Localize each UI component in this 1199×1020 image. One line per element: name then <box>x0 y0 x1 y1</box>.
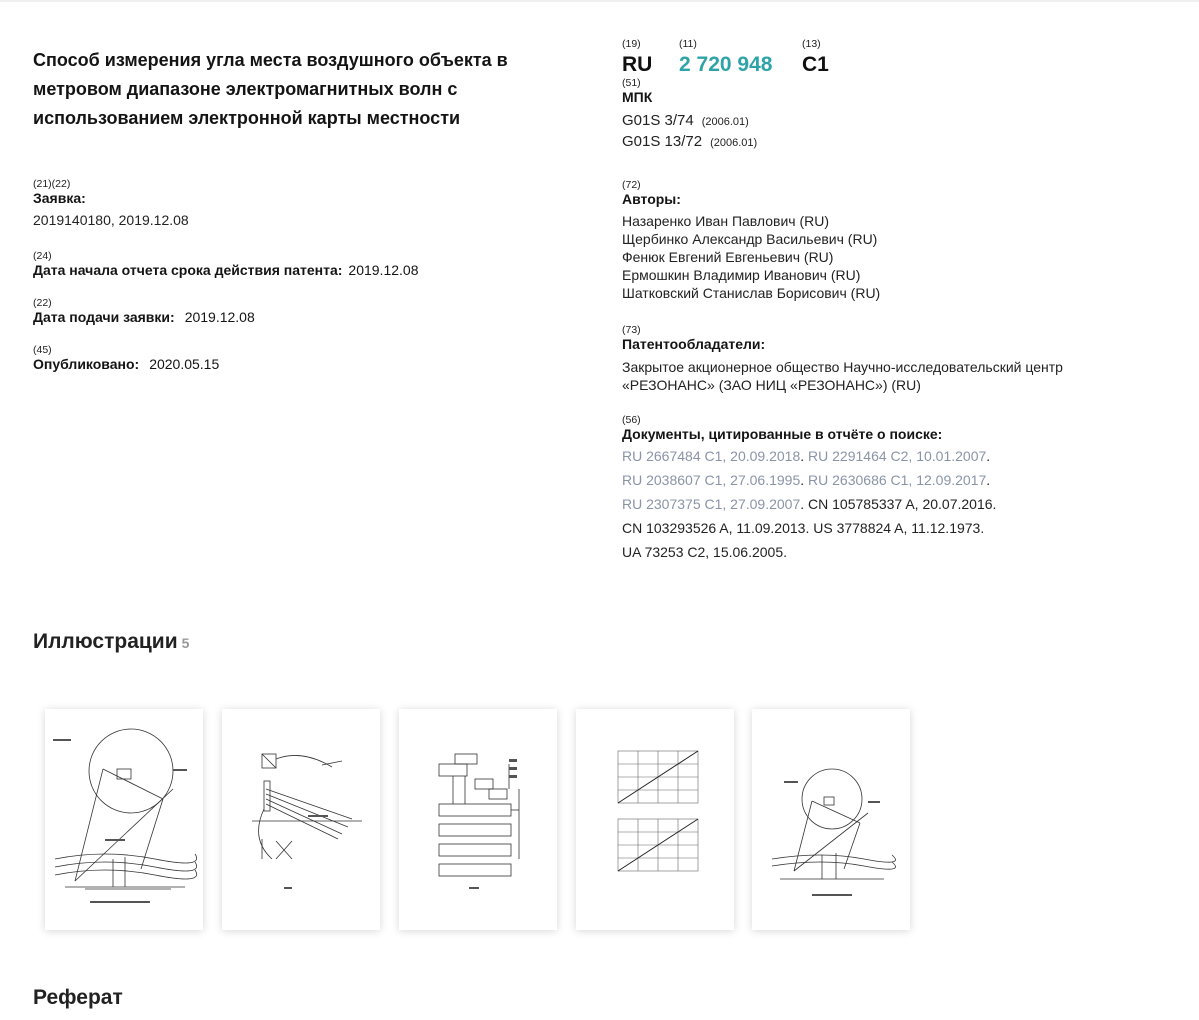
ipc-label: МПК <box>622 89 653 105</box>
authors-label: Авторы: <box>622 191 681 207</box>
citation-line <box>622 516 996 540</box>
kind-code: (13) <box>802 38 821 50</box>
kind-value: C1 <box>802 53 829 76</box>
filing-date-code: (22) <box>33 297 52 309</box>
illustration-thumbnail-5[interactable] <box>752 709 910 930</box>
citation-text: CN 103293526 A, 11.09.2013. US 3778824 A, 11.12.1973. <box>622 520 985 536</box>
author-name: Шатковский Станислав Борисович (RU) <box>622 285 881 301</box>
figure-3-drawing <box>399 709 557 930</box>
citation-separator: . <box>800 448 809 464</box>
citation-link[interactable]: RU 2667484 C1, 20.09.2018 <box>622 448 801 464</box>
filing-date-value: 2019.12.08 <box>184 309 255 325</box>
bibliographic-right <box>622 34 1182 560</box>
citation-line <box>622 540 996 564</box>
term-start-code: (24) <box>33 250 52 262</box>
authors-block <box>622 179 880 302</box>
top-divider <box>0 0 1199 2</box>
author-name: Ермошкин Владимир Иванович (RU) <box>622 267 861 283</box>
citation-separator: . <box>986 448 991 464</box>
number-block <box>679 34 772 77</box>
citation-text: UA 73253 C2, 15.06.2005. <box>622 544 788 560</box>
illustration-thumbnail-3[interactable] <box>399 709 557 930</box>
citation-link[interactable]: RU 2038607 C1, 27.06.1995 <box>622 472 801 488</box>
published-label: Опубликовано: <box>33 356 140 372</box>
ipc-block <box>622 77 757 153</box>
ipc-code: (51) <box>622 77 641 89</box>
filing-date-label: Дата подачи заявки: <box>33 309 175 325</box>
illustrations-heading <box>33 630 189 654</box>
citation-line <box>622 444 996 468</box>
author-name: Щербинко Александр Васильевич (RU) <box>622 231 878 247</box>
holders-block <box>622 324 1063 394</box>
figure-1-drawing <box>45 709 203 930</box>
application-block <box>33 178 189 229</box>
published-code: (45) <box>33 344 52 356</box>
abstract-heading <box>33 986 123 1010</box>
ipc-class: G01S 3/74 <box>622 112 694 129</box>
illustration-thumbnail-2[interactable] <box>222 709 380 930</box>
application-code: (21)(22) <box>33 178 71 190</box>
citation-separator: . <box>986 472 991 488</box>
term-start-block <box>33 250 418 278</box>
country-code: (19) <box>622 38 641 50</box>
citations-block <box>622 414 996 564</box>
author-name: Назаренко Иван Павлович (RU) <box>622 213 830 229</box>
ipc-version: (2006.01) <box>710 137 758 149</box>
holders-label: Патентообладатели: <box>622 336 766 352</box>
figure-2-drawing <box>222 709 380 930</box>
abstract-heading-text: Реферат <box>33 986 123 1009</box>
authors-code: (72) <box>622 179 641 191</box>
citations-label: Документы, цитированные в отчёте о поиске: <box>622 426 943 442</box>
holders-code: (73) <box>622 324 641 336</box>
country-code-block <box>622 34 652 77</box>
citation-link[interactable]: RU 2291464 C2, 10.01.2007 <box>808 448 987 464</box>
ipc-entry <box>622 132 757 153</box>
published-value: 2020.05.15 <box>149 356 220 372</box>
holder-line: Закрытое акционерное общество Научно-исследовательский центр <box>622 359 1063 375</box>
illustrations-heading-text: Иллюстрации <box>33 630 178 653</box>
illustrations-count: 5 <box>181 635 190 651</box>
figure-4-drawing <box>576 709 734 930</box>
term-start-label: Дата начала отчета срока действия патента: <box>33 262 343 278</box>
bibliographic-left <box>33 46 573 372</box>
number-code: (11) <box>679 38 697 50</box>
application-value: 2019140180, 2019.12.08 <box>33 212 189 228</box>
patent-number: 2 720 948 <box>679 53 773 76</box>
ipc-entry <box>622 111 757 132</box>
filing-date-block <box>33 297 255 325</box>
citation-line <box>622 468 996 492</box>
kind-block <box>802 34 829 77</box>
citation-link[interactable]: RU 2307375 C1, 27.09.2007 <box>622 496 801 512</box>
figure-5-drawing <box>752 709 910 930</box>
citation-link[interactable]: RU 2630686 C1, 12.09.2017 <box>808 472 987 488</box>
ipc-class: G01S 13/72 <box>622 133 703 150</box>
patent-title: Способ измерения угла места воздушного объекта в метровом диапазоне электромагнитных волн с использованием электронной карты местности <box>33 50 508 128</box>
published-block <box>33 344 219 372</box>
citation-text: . CN 105785337 A, 20.07.2016. <box>800 496 997 512</box>
application-label: Заявка: <box>33 190 86 206</box>
holder-line: «РЕЗОНАНС» (ЗАО НИЦ «РЕЗОНАНС») (RU) <box>622 377 921 393</box>
citation-line <box>622 492 996 516</box>
citation-separator: . <box>800 472 809 488</box>
illustration-thumbnail-4[interactable] <box>576 709 734 930</box>
ipc-version: (2006.01) <box>701 116 749 128</box>
citations-code: (56) <box>622 414 641 426</box>
author-name: Фенюк Евгений Евгеньевич (RU) <box>622 249 834 265</box>
publication-number <box>622 34 1182 76</box>
term-start-value: 2019.12.08 <box>348 262 419 278</box>
country-value: RU <box>622 53 653 76</box>
illustration-thumbnail-1[interactable] <box>45 709 203 930</box>
